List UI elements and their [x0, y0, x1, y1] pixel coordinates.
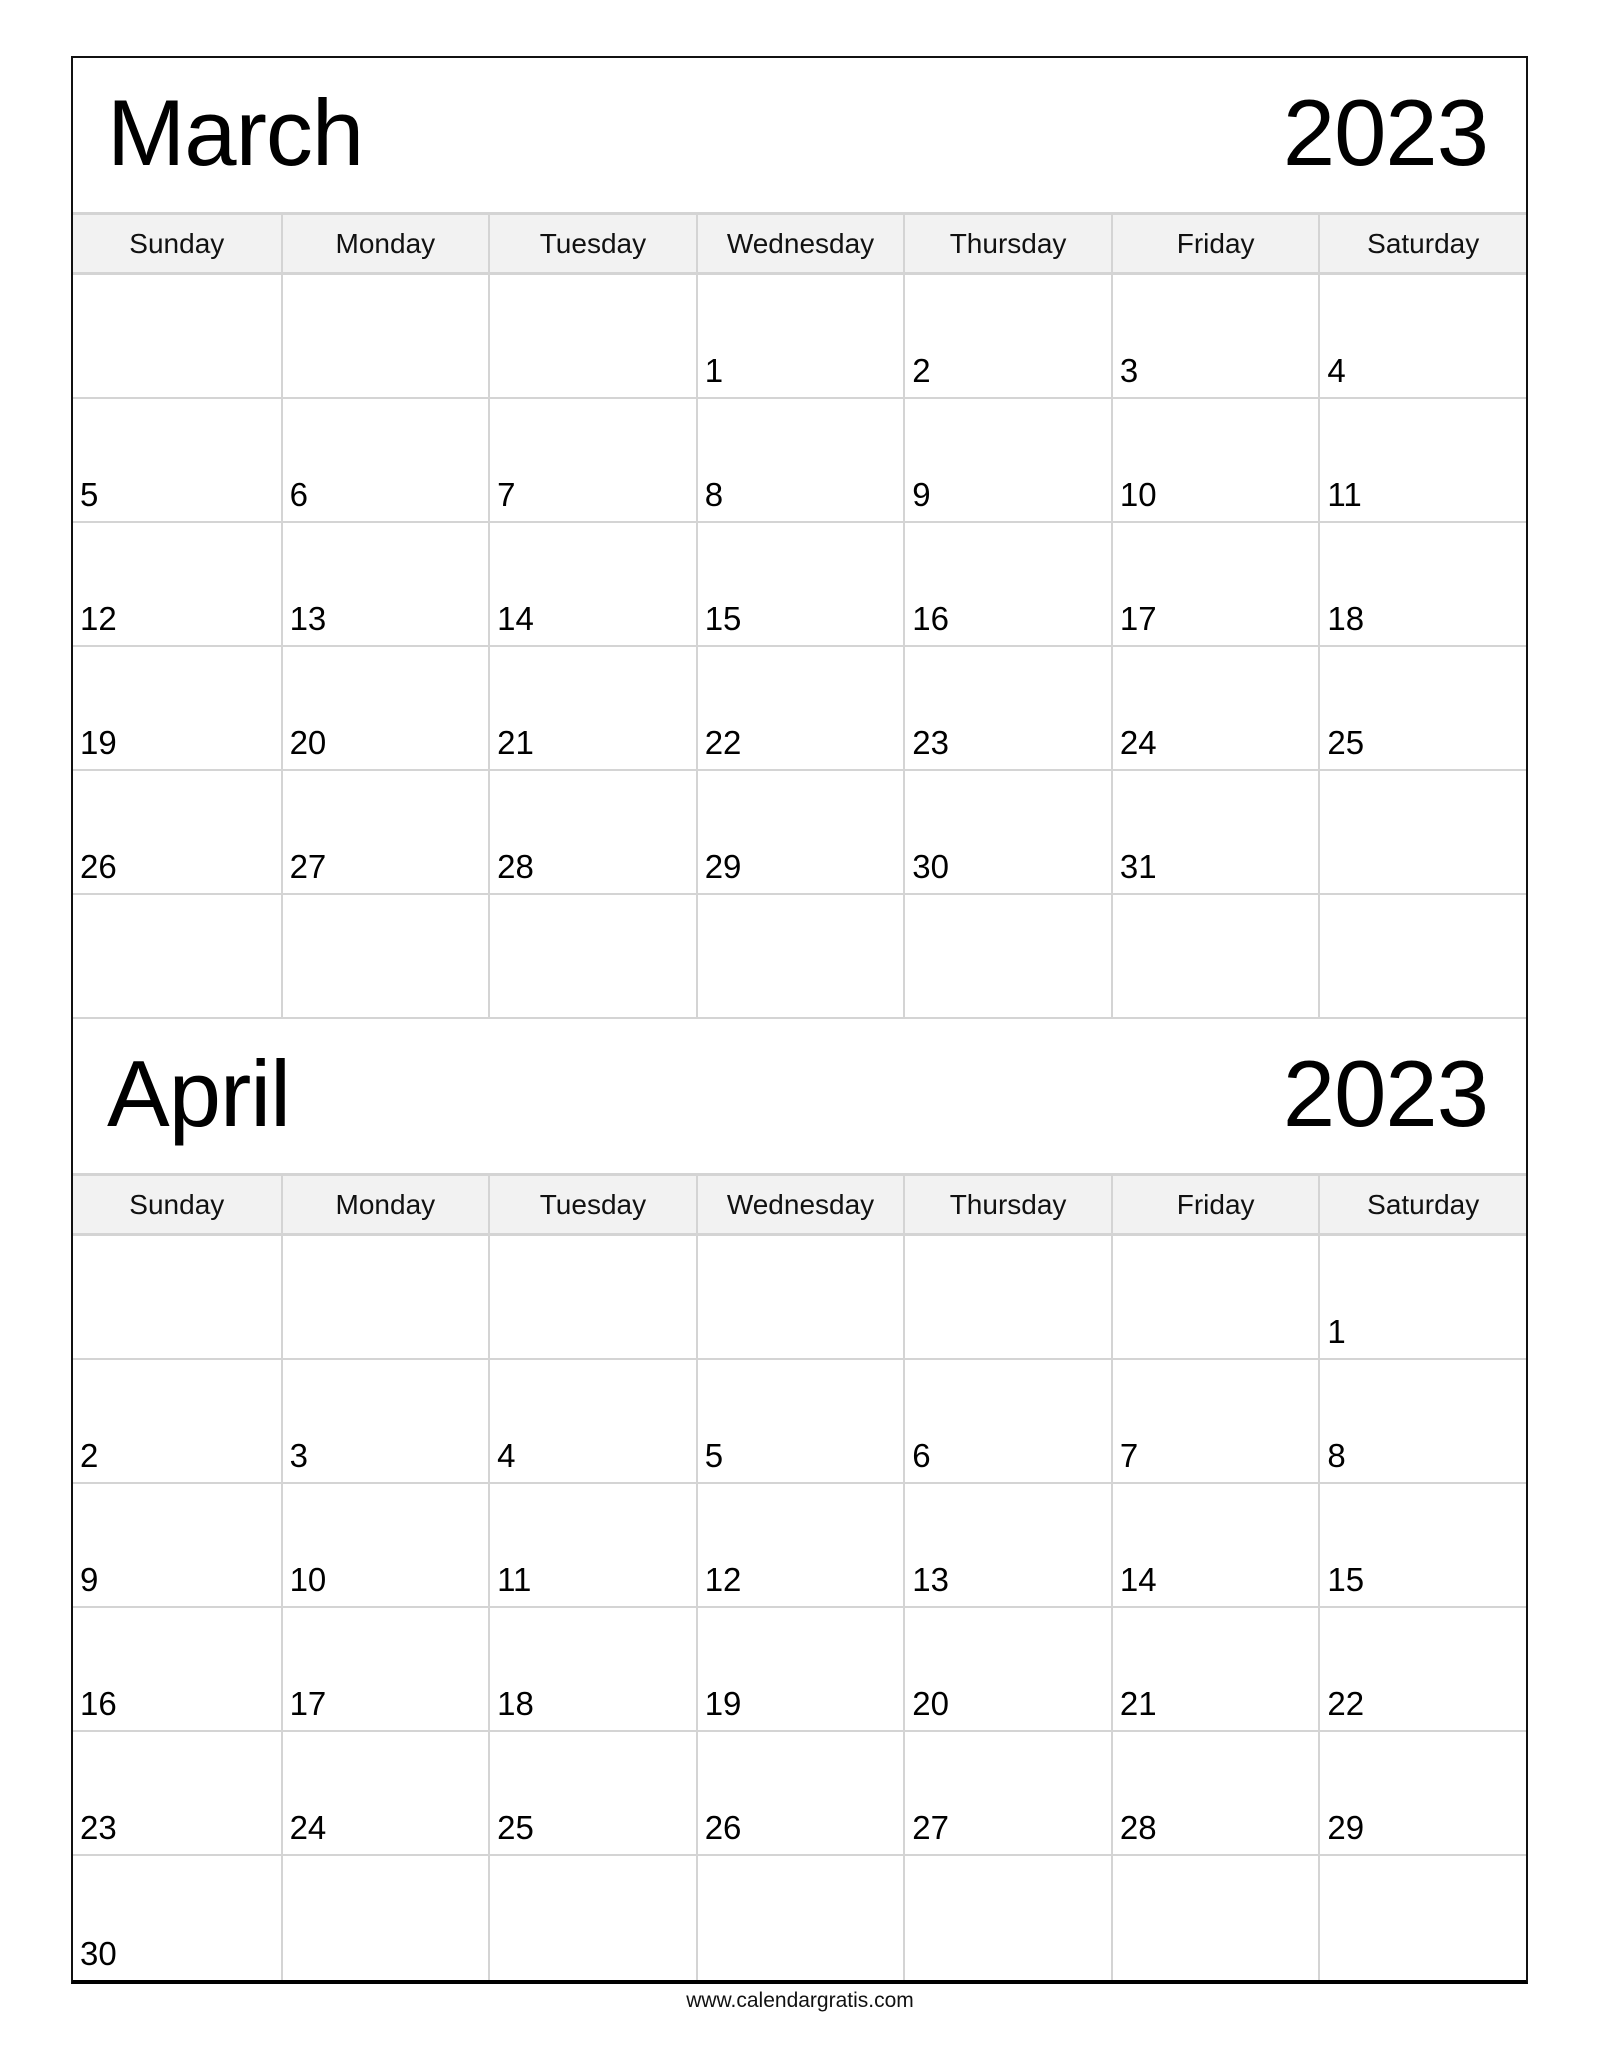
day-cell: [1111, 1608, 1319, 1732]
day-cell: [73, 647, 281, 771]
day-number: 14: [497, 600, 534, 637]
day-number: 12: [704, 1561, 742, 1598]
day-cell: [281, 771, 489, 895]
day-cell: [73, 895, 281, 1019]
day-number: 2: [80, 1437, 99, 1474]
day-number: 23: [912, 724, 949, 761]
day-number: 26: [80, 848, 117, 885]
day-number: 5: [80, 476, 99, 513]
day-cell: [696, 1360, 904, 1484]
day-cell: [488, 895, 696, 1019]
weekday-sunday: Sunday: [129, 1188, 225, 1220]
day-cell: [488, 1608, 696, 1732]
day-grid: [73, 1236, 1526, 1980]
weekday-friday: Friday: [1111, 1176, 1319, 1233]
day-cell: [281, 1608, 489, 1732]
day-number: 20: [912, 1685, 949, 1722]
day-number: 30: [80, 1935, 117, 1972]
day-grid: [73, 275, 1526, 1019]
day-cell: [281, 1856, 489, 1980]
day-cell: [903, 647, 1111, 771]
day-number: 4: [497, 1437, 516, 1474]
day-cell: [903, 1732, 1111, 1856]
day-number: 29: [704, 848, 742, 885]
day-number: 21: [1119, 1685, 1157, 1722]
weekday-wednesday: Wednesday: [696, 215, 904, 272]
day-number: 17: [289, 1685, 327, 1722]
day-cell: [1111, 399, 1319, 523]
day-cell: [1318, 1236, 1526, 1360]
day-number: 2: [912, 352, 931, 389]
day-cell: [1318, 523, 1526, 647]
day-cell: [1111, 1732, 1319, 1856]
day-number: 28: [497, 848, 534, 885]
day-cell: [696, 1856, 904, 1980]
day-number: 1: [704, 352, 724, 389]
day-cell: [903, 1856, 1111, 1980]
day-cell: [488, 647, 696, 771]
day-number: 10: [1119, 476, 1157, 513]
day-cell: [1111, 771, 1319, 895]
day-cell: [1318, 895, 1526, 1019]
day-cell: [1111, 275, 1319, 399]
day-cell: [903, 1608, 1111, 1732]
day-cell: [1318, 1484, 1526, 1608]
day-number: 8: [1327, 1437, 1346, 1474]
day-number: 4: [1327, 352, 1346, 389]
month-name: March: [107, 80, 364, 185]
day-number: 29: [1327, 1809, 1365, 1846]
day-cell: [903, 523, 1111, 647]
day-number: 6: [912, 1437, 931, 1474]
day-cell: [903, 1360, 1111, 1484]
day-cell: [1111, 647, 1319, 771]
day-cell: [903, 1236, 1111, 1360]
day-cell: [488, 1236, 696, 1360]
day-cell: [281, 1236, 489, 1360]
calendar-frame: [71, 56, 1528, 1984]
day-cell: [73, 399, 281, 523]
day-number: 22: [1327, 1685, 1365, 1722]
day-cell: [1318, 1732, 1526, 1856]
weekday-friday: Friday: [1111, 215, 1319, 272]
day-cell: [903, 1484, 1111, 1608]
day-cell: [73, 1360, 281, 1484]
day-cell: [696, 1236, 904, 1360]
day-number: 13: [912, 1561, 949, 1598]
month-april: [73, 1019, 1526, 1980]
day-number: 16: [912, 600, 949, 637]
day-number: 1: [1327, 1313, 1346, 1350]
day-cell: [73, 771, 281, 895]
day-cell: [696, 1484, 904, 1608]
day-cell: [696, 895, 904, 1019]
day-cell: [1318, 399, 1526, 523]
day-cell: [1111, 895, 1319, 1019]
day-cell: [1111, 1236, 1319, 1360]
day-cell: [488, 1856, 696, 1980]
day-number: 13: [289, 600, 327, 637]
day-number: 23: [80, 1809, 117, 1846]
day-cell: [488, 275, 696, 399]
day-cell: [281, 523, 489, 647]
weekday-tuesday: Tuesday: [488, 1176, 696, 1233]
day-cell: [1318, 771, 1526, 895]
day-number: 12: [80, 600, 117, 637]
day-number: 28: [1119, 1809, 1157, 1846]
month-march: [73, 58, 1526, 1019]
weekday-wednesday: Wednesday: [696, 1176, 904, 1233]
day-cell: [281, 895, 489, 1019]
day-cell: [696, 1608, 904, 1732]
day-cell: [488, 1360, 696, 1484]
day-cell: [1111, 1856, 1319, 1980]
weekday-thursday: Thursday: [903, 215, 1111, 272]
day-number: 24: [1119, 724, 1157, 761]
day-number: 31: [1119, 848, 1157, 885]
footer-website: www.calendargratis.com: [686, 1989, 914, 2012]
day-number: 9: [80, 1561, 99, 1598]
day-number: 3: [1119, 352, 1139, 389]
day-cell: [73, 1236, 281, 1360]
day-number: 18: [497, 1685, 534, 1722]
day-cell: [73, 275, 281, 399]
day-cell: [1111, 1360, 1319, 1484]
day-number: 25: [497, 1809, 534, 1846]
day-number: 27: [289, 848, 327, 885]
day-number: 14: [1119, 1561, 1157, 1598]
day-number: 7: [1119, 1437, 1139, 1474]
day-number: 8: [704, 476, 724, 513]
day-cell: [696, 399, 904, 523]
day-number: 20: [289, 724, 327, 761]
day-cell: [488, 1484, 696, 1608]
day-number: 24: [289, 1809, 327, 1846]
day-number: 7: [497, 476, 516, 513]
day-number: 3: [289, 1437, 308, 1474]
day-number: 9: [912, 476, 931, 513]
day-cell: [696, 1732, 904, 1856]
day-number: 22: [704, 724, 742, 761]
day-cell: [696, 647, 904, 771]
day-cell: [488, 523, 696, 647]
day-number: 27: [912, 1809, 949, 1846]
day-cell: [488, 1732, 696, 1856]
day-number: 25: [1327, 724, 1365, 761]
day-cell: [281, 399, 489, 523]
day-number: 11: [497, 1561, 532, 1598]
month-title-bar: [73, 1019, 1526, 1176]
day-number: 19: [704, 1685, 742, 1722]
day-number: 30: [912, 848, 949, 885]
day-cell: [281, 1732, 489, 1856]
weekday-header-row: [73, 1176, 1526, 1236]
month-title-bar: [73, 58, 1526, 215]
day-number: 10: [289, 1561, 327, 1598]
day-cell: [1318, 1608, 1526, 1732]
weekday-saturday: Saturday: [1318, 215, 1526, 272]
day-cell: [903, 275, 1111, 399]
day-number: 26: [704, 1809, 742, 1846]
weekday-monday: Monday: [281, 1176, 489, 1233]
weekday-tuesday: Tuesday: [488, 215, 696, 272]
day-number: 18: [1327, 600, 1365, 637]
weekday-sunday: Sunday: [129, 227, 225, 259]
day-cell: [903, 399, 1111, 523]
day-cell: [903, 771, 1111, 895]
day-cell: [73, 1608, 281, 1732]
day-cell: [73, 1732, 281, 1856]
weekday-header-row: [73, 215, 1526, 275]
day-cell: [1318, 1856, 1526, 1980]
day-cell: [1318, 275, 1526, 399]
day-number: 21: [497, 724, 534, 761]
month-year: 2023: [1282, 1041, 1488, 1146]
day-cell: [696, 771, 904, 895]
day-cell: [73, 523, 281, 647]
day-cell: [1318, 1360, 1526, 1484]
day-number: 19: [80, 724, 117, 761]
day-cell: [1111, 523, 1319, 647]
day-number: 15: [704, 600, 742, 637]
day-cell: [281, 1484, 489, 1608]
day-number: 6: [289, 476, 308, 513]
day-cell: [281, 647, 489, 771]
day-cell: [281, 275, 489, 399]
day-cell: [696, 275, 904, 399]
day-cell: [1111, 1484, 1319, 1608]
day-number: 15: [1327, 1561, 1365, 1598]
day-cell: [488, 399, 696, 523]
day-cell: [903, 895, 1111, 1019]
day-cell: [73, 1856, 281, 1980]
day-cell: [488, 771, 696, 895]
day-number: 11: [1327, 476, 1362, 513]
day-cell: [73, 1484, 281, 1608]
day-cell: [1318, 647, 1526, 771]
day-number: 16: [80, 1685, 117, 1722]
weekday-monday: Monday: [281, 215, 489, 272]
day-cell: [696, 523, 904, 647]
day-cell: [281, 1360, 489, 1484]
day-number: 5: [704, 1437, 724, 1474]
month-year: 2023: [1282, 80, 1488, 185]
weekday-saturday: Saturday: [1318, 1176, 1526, 1233]
day-number: 17: [1119, 600, 1157, 637]
month-name: April: [107, 1041, 291, 1146]
weekday-thursday: Thursday: [903, 1176, 1111, 1233]
